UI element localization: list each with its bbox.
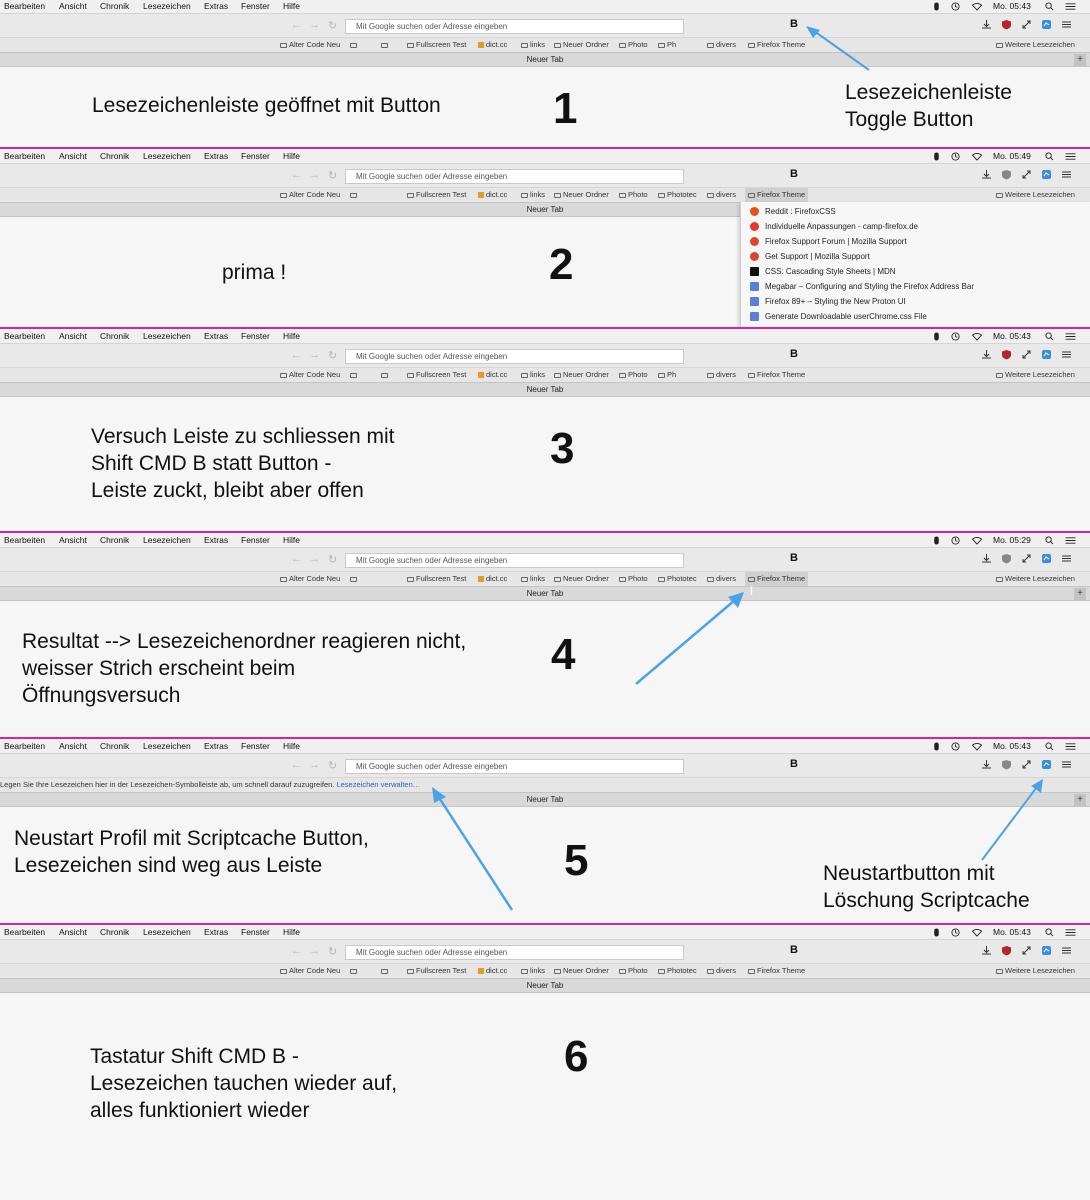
menu-icon[interactable] (1061, 759, 1072, 770)
firefox-icon (750, 237, 759, 246)
menu-bearbeiten[interactable]: Bearbeiten (4, 331, 46, 341)
bookmarks-toggle-button[interactable]: B (790, 944, 798, 956)
expand-icon[interactable] (1021, 759, 1032, 770)
bookmark-folder-other[interactable]: Weitere Lesezeichen (996, 964, 1075, 978)
nav-bar (0, 547, 1090, 571)
annotation-text: prima ! (222, 261, 287, 284)
search-icon[interactable] (1045, 928, 1054, 937)
menu-icon[interactable] (1061, 945, 1072, 956)
flame-icon (750, 222, 759, 231)
clock[interactable]: Mo. 05:43 (993, 927, 1031, 937)
firefox-icon (750, 252, 759, 261)
new-tab-button[interactable]: + (1074, 54, 1086, 66)
nav-bar (0, 163, 1090, 187)
forward-icon[interactable]: → (309, 759, 320, 771)
history-icon[interactable] (951, 742, 960, 751)
menu-ansicht[interactable]: Ansicht (59, 1, 87, 11)
forward-icon[interactable]: → (309, 169, 320, 181)
bookmark-folder[interactable]: Alter Code Neu (280, 188, 340, 202)
search-icon[interactable] (1045, 152, 1054, 161)
separator (0, 923, 1090, 925)
bookmarks-toggle-button[interactable]: B (790, 758, 798, 770)
mouse-icon[interactable] (932, 332, 941, 341)
bookmark-folder[interactable] (381, 964, 390, 978)
separator (0, 147, 1090, 149)
bookmark-folder[interactable]: Photo (619, 38, 648, 52)
restart-icon[interactable] (1041, 169, 1052, 180)
bookmark-folder[interactable]: Alter Code Neu (280, 38, 340, 52)
menu-lesezeichen[interactable]: Lesezeichen (143, 741, 191, 751)
panel-4 (0, 534, 1090, 738)
back-icon[interactable]: ← (291, 759, 302, 771)
annotation-side-text: Neustartbutton mit Löschung Scriptcache (823, 862, 1030, 912)
menu-chronik[interactable]: Chronik (100, 741, 130, 751)
reddit-icon (750, 207, 759, 216)
reload-icon[interactable]: ↻ (328, 760, 338, 772)
tab-bar (0, 586, 1090, 601)
back-icon[interactable]: ← (291, 19, 302, 31)
url-bar[interactable]: Mit Google suchen oder Adresse eingeben (345, 19, 684, 34)
step-number: 2 (549, 240, 574, 289)
menu-hilfe[interactable]: Hilfe (283, 331, 301, 341)
bookmark-folder[interactable] (350, 38, 359, 52)
bookmark-folder[interactable]: Fullscreen Test (407, 368, 466, 382)
menu-fenster[interactable]: Fenster (241, 927, 270, 937)
menu-ansicht[interactable]: Ansicht (59, 151, 87, 161)
bookmark-folder[interactable]: Ph (658, 368, 676, 382)
step-number: 5 (564, 836, 589, 885)
tab-new[interactable]: Neuer Tab (526, 981, 564, 990)
bookmark-folder-open[interactable]: Firefox Theme (745, 188, 808, 202)
menu-lesezeichen[interactable]: Lesezeichen (143, 151, 191, 161)
mouse-icon[interactable] (932, 152, 941, 161)
bookmarks-toolbar (0, 187, 1090, 202)
reload-icon[interactable]: ↻ (328, 350, 338, 362)
history-icon[interactable] (951, 152, 960, 161)
download-icon[interactable] (981, 759, 992, 770)
bookmark-folder[interactable]: divers (707, 964, 736, 978)
panel-6 (0, 926, 1090, 1200)
restart-icon[interactable] (1041, 759, 1052, 770)
list-icon[interactable] (1065, 2, 1076, 11)
menu-bearbeiten[interactable]: Bearbeiten (4, 741, 46, 751)
shield-icon[interactable] (1001, 349, 1012, 360)
bookmark-folder[interactable]: Fullscreen Test (407, 188, 466, 202)
expand-icon[interactable] (1021, 19, 1032, 30)
list-icon[interactable] (1065, 928, 1076, 937)
shield-icon[interactable] (1001, 553, 1012, 564)
bookmark-folder[interactable]: divers (707, 38, 736, 52)
download-icon[interactable] (981, 349, 992, 360)
menu-lesezeichen[interactable]: Lesezeichen (143, 535, 191, 545)
download-icon[interactable] (981, 945, 992, 956)
bookmark-folder[interactable]: Fullscreen Test (407, 38, 466, 52)
bookmark-folder-menu (740, 202, 1090, 328)
restart-icon[interactable] (1041, 349, 1052, 360)
restart-icon[interactable] (1041, 945, 1052, 956)
history-icon[interactable] (951, 928, 960, 937)
list-icon[interactable] (1065, 536, 1076, 545)
menu-hilfe[interactable]: Hilfe (283, 535, 301, 545)
menu-extras[interactable]: Extras (204, 331, 229, 341)
shield-icon[interactable] (1001, 19, 1012, 30)
menu-hilfe[interactable]: Hilfe (283, 1, 301, 11)
tab-bar (0, 978, 1090, 993)
step-number: 3 (550, 424, 575, 473)
bookmark-folder[interactable]: Photo (619, 572, 648, 586)
download-icon[interactable] (981, 169, 992, 180)
bookmark-folder[interactable] (350, 572, 359, 586)
wifi-icon[interactable] (971, 928, 983, 937)
nav-bar (0, 13, 1090, 37)
panel-1 (0, 0, 1090, 148)
bookmark-folder[interactable]: divers (707, 572, 736, 586)
history-icon[interactable] (951, 332, 960, 341)
bookmark-folder[interactable]: Ph (658, 38, 676, 52)
menu-chronik[interactable]: Chronik (100, 151, 130, 161)
new-tab-button[interactable]: + (1074, 794, 1086, 806)
menu-bar (0, 330, 1090, 343)
mouse-icon[interactable] (932, 742, 941, 751)
tab-bar (0, 52, 1090, 67)
menu-item-bookmark[interactable]: Megabar – Configuring and Styling the Firefox Address Bar (741, 279, 1089, 294)
clock[interactable]: Mo. 05:43 (993, 331, 1031, 341)
restart-icon[interactable] (1041, 553, 1052, 564)
menu-fenster[interactable]: Fenster (241, 151, 270, 161)
bookmark-item[interactable]: dict.cc (478, 38, 507, 52)
bookmark-folder-other[interactable]: Weitere Lesezeichen (996, 572, 1075, 586)
step-number: 4 (551, 630, 576, 679)
menu-bearbeiten[interactable]: Bearbeiten (4, 927, 46, 937)
menu-bar (0, 926, 1090, 939)
menu-extras[interactable]: Extras (204, 1, 229, 11)
menu-icon[interactable] (1061, 349, 1072, 360)
history-icon[interactable] (951, 536, 960, 545)
menu-hilfe[interactable]: Hilfe (283, 151, 301, 161)
bookmark-folder[interactable] (350, 188, 359, 202)
back-icon[interactable]: ← (291, 169, 302, 181)
menu-item-bookmark[interactable]: Firefox Support Forum | Mozilla Support (741, 234, 1089, 249)
download-icon[interactable] (981, 553, 992, 564)
mdn-icon (750, 267, 759, 276)
bookmark-folder[interactable]: links (521, 368, 545, 382)
bookmark-folder[interactable]: links (521, 188, 545, 202)
menu-icon[interactable] (1061, 19, 1072, 30)
tab-bar (0, 382, 1090, 397)
list-icon[interactable] (1065, 152, 1076, 161)
bookmarks-toggle-button[interactable]: B (790, 18, 798, 30)
bookmarks-toggle-button[interactable]: B (790, 552, 798, 564)
menu-chronik[interactable]: Chronik (100, 927, 130, 937)
mouse-icon[interactable] (932, 2, 941, 11)
menu-bar (0, 150, 1090, 163)
tab-bar (0, 792, 1090, 807)
bookmarks-toggle-button[interactable]: B (790, 348, 798, 360)
white-line-glitch (750, 586, 753, 596)
tab-new[interactable]: Neuer Tab (526, 795, 564, 804)
bookmark-folder-other[interactable]: Weitere Lesezeichen (996, 38, 1075, 52)
mouse-icon[interactable] (932, 536, 941, 545)
menu-lesezeichen[interactable]: Lesezeichen (143, 1, 191, 11)
menu-bar (0, 0, 1090, 13)
menu-extras[interactable]: Extras (204, 741, 229, 751)
step-number: 1 (553, 84, 578, 133)
bookmark-folder[interactable]: Fullscreen Test (407, 964, 466, 978)
bookmark-folder[interactable] (350, 368, 359, 382)
bookmarks-toolbar (0, 963, 1090, 978)
mouse-icon[interactable] (932, 928, 941, 937)
menu-icon[interactable] (1061, 169, 1072, 180)
menu-ansicht[interactable]: Ansicht (59, 927, 87, 937)
menu-bearbeiten[interactable]: Bearbeiten (4, 535, 46, 545)
separator (0, 327, 1090, 329)
menu-bearbeiten[interactable]: Bearbeiten (4, 151, 46, 161)
menu-ansicht[interactable]: Ansicht (59, 741, 87, 751)
list-icon[interactable] (1065, 332, 1076, 341)
bookmark-folder[interactable]: Phototec (658, 572, 697, 586)
wifi-icon[interactable] (971, 332, 983, 341)
page-icon (750, 282, 759, 291)
menu-extras[interactable]: Extras (204, 927, 229, 937)
menu-hilfe[interactable]: Hilfe (283, 741, 301, 751)
tab-new[interactable]: Neuer Tab (526, 205, 564, 214)
url-bar[interactable]: Mit Google suchen oder Adresse eingeben (345, 759, 684, 774)
restart-icon[interactable] (1041, 19, 1052, 30)
expand-icon[interactable] (1021, 169, 1032, 180)
bookmarks-toolbar (0, 367, 1090, 382)
bookmark-folder[interactable]: Photo (619, 368, 648, 382)
new-tab-button[interactable]: + (1074, 588, 1086, 600)
bookmark-folder[interactable]: divers (707, 368, 736, 382)
menu-bar (0, 740, 1090, 753)
page-icon (750, 297, 759, 306)
bookmark-folder[interactable]: Neuer Ordner (554, 38, 609, 52)
menu-bearbeiten[interactable]: Bearbeiten (4, 1, 46, 11)
annotation-side-text: Lesezeichenleiste Toggle Button (845, 81, 1012, 131)
menu-extras[interactable]: Extras (204, 535, 229, 545)
clock[interactable]: Mo. 05:29 (993, 535, 1031, 545)
separator (0, 737, 1090, 739)
bookmark-item[interactable]: dict.cc (478, 188, 507, 202)
url-bar[interactable]: Mit Google suchen oder Adresse eingeben (345, 349, 684, 364)
reload-icon[interactable]: ↻ (328, 946, 338, 958)
annotation-text: Resultat --> Lesezeichenordner reagieren nicht, weisser Strich erscheint beim Öffnungsversuch (22, 630, 467, 707)
menu-item-bookmark[interactable]: Generate Downloadable userChrome.css File (741, 309, 1089, 324)
menu-lesezeichen[interactable]: Lesezeichen (143, 331, 191, 341)
expand-icon[interactable] (1021, 349, 1032, 360)
bookmark-folder[interactable]: Alter Code Neu (280, 368, 340, 382)
forward-icon[interactable]: → (309, 19, 320, 31)
bookmark-folder[interactable]: Firefox Theme (748, 964, 805, 978)
expand-icon[interactable] (1021, 553, 1032, 564)
menu-chronik[interactable]: Chronik (100, 1, 130, 11)
menu-ansicht[interactable]: Ansicht (59, 331, 87, 341)
menu-ansicht[interactable]: Ansicht (59, 535, 87, 545)
wifi-icon[interactable] (971, 2, 983, 11)
search-icon[interactable] (1045, 2, 1054, 11)
nav-bar (0, 343, 1090, 367)
wifi-icon[interactable] (971, 742, 983, 751)
menu-item-bookmark[interactable]: CSS: Cascading Style Sheets | MDN (741, 264, 1089, 279)
reload-icon[interactable]: ↻ (328, 20, 338, 32)
search-icon[interactable] (1045, 536, 1054, 545)
panel-2 (0, 150, 1090, 328)
menu-fenster[interactable]: Fenster (241, 1, 270, 11)
bookmark-folder[interactable]: Alter Code Neu (280, 572, 340, 586)
menu-bar (0, 534, 1090, 547)
download-icon[interactable] (981, 19, 992, 30)
shield-icon[interactable] (1001, 759, 1012, 770)
bookmark-folder[interactable]: links (521, 572, 545, 586)
bookmark-folder[interactable]: Neuer Ordner (554, 572, 609, 586)
menu-lesezeichen[interactable]: Lesezeichen (143, 927, 191, 937)
bookmark-folder[interactable]: Alter Code Neu (280, 964, 340, 978)
bookmarks-toggle-button[interactable]: B (790, 168, 798, 180)
clock[interactable]: Mo. 05:43 (993, 741, 1031, 751)
panel-5 (0, 740, 1090, 924)
bookmark-item[interactable]: dict.cc (478, 964, 507, 978)
search-icon[interactable] (1045, 742, 1054, 751)
menu-item-bookmark[interactable]: Individuelle Anpassungen - camp-firefox.de (741, 219, 1089, 234)
tab-new[interactable]: Neuer Tab (526, 589, 564, 598)
reload-icon[interactable]: ↻ (328, 170, 338, 182)
bookmark-folder[interactable]: Phototec (658, 188, 697, 202)
bookmark-folder[interactable]: Neuer Ordner (554, 964, 609, 978)
bookmarks-toolbar (0, 571, 1090, 586)
panel-3 (0, 330, 1090, 532)
annotation-text: Tastatur Shift CMD B - Lesezeichen tauchen wieder auf, alles funktioniert wieder (90, 1045, 398, 1122)
bookmark-folder[interactable] (381, 38, 390, 52)
bookmarks-toolbar-empty (0, 777, 1090, 792)
forward-icon[interactable]: → (309, 553, 320, 565)
page-icon (750, 312, 759, 321)
bookmark-folder[interactable]: Neuer Ordner (554, 188, 609, 202)
bookmark-folder[interactable]: Fullscreen Test (407, 572, 466, 586)
empty-bookmarks-hint: Legen Sie Ihre Lesezeichen hier in der Lesezeichen-Symbolleiste ab, um schnell darauf zuzugreifen. Lesezeichen verwalten… (0, 780, 421, 789)
bookmark-folder[interactable]: Photo (619, 964, 648, 978)
bookmark-folder[interactable]: Firefox Theme (748, 38, 805, 52)
bookmark-item[interactable]: dict.cc (478, 572, 507, 586)
bookmark-folder[interactable]: links (521, 964, 545, 978)
history-icon[interactable] (951, 2, 960, 11)
clock[interactable]: Mo. 05:49 (993, 151, 1031, 161)
wifi-icon[interactable] (971, 536, 983, 545)
shield-icon[interactable] (1001, 169, 1012, 180)
forward-icon[interactable]: → (309, 349, 320, 361)
forward-icon[interactable]: → (309, 945, 320, 957)
bookmark-item[interactable]: dict.cc (478, 368, 507, 382)
tab-new[interactable]: Neuer Tab (526, 385, 564, 394)
menu-fenster[interactable]: Fenster (241, 331, 270, 341)
annotation-text: Neustart Profil mit Scriptcache Button, Lesezeichen sind weg aus Leiste (14, 827, 369, 877)
menu-icon[interactable] (1061, 553, 1072, 564)
bookmark-folder[interactable]: Photo (619, 188, 648, 202)
menu-chronik[interactable]: Chronik (100, 331, 130, 341)
back-icon[interactable]: ← (291, 945, 302, 957)
url-bar[interactable]: Mit Google suchen oder Adresse eingeben (345, 553, 684, 568)
wifi-icon[interactable] (971, 152, 983, 161)
bookmark-folder-other[interactable]: Weitere Lesezeichen (996, 368, 1075, 382)
back-icon[interactable]: ← (291, 553, 302, 565)
bookmark-folder[interactable]: Neuer Ordner (554, 368, 609, 382)
menu-fenster[interactable]: Fenster (241, 535, 270, 545)
clock[interactable]: Mo. 05:43 (993, 1, 1031, 11)
nav-bar (0, 753, 1090, 777)
expand-icon[interactable] (1021, 945, 1032, 956)
manage-bookmarks-link[interactable]: Lesezeichen verwalten… (336, 780, 421, 789)
menu-item-bookmark[interactable]: Firefox 89+ – Styling the New Proton UI (741, 294, 1089, 309)
shield-icon[interactable] (1001, 945, 1012, 956)
menu-hilfe[interactable]: Hilfe (283, 927, 301, 937)
bookmark-folder[interactable]: divers (707, 188, 736, 202)
bookmark-folder-highlighted[interactable]: Firefox Theme (745, 572, 808, 586)
bookmarks-toolbar (0, 37, 1090, 52)
menu-extras[interactable]: Extras (204, 151, 229, 161)
tab-new[interactable]: Neuer Tab (526, 55, 564, 64)
bookmark-folder[interactable]: Firefox Theme (748, 368, 805, 382)
search-icon[interactable] (1045, 332, 1054, 341)
url-bar[interactable]: Mit Google suchen oder Adresse eingeben (345, 169, 684, 184)
menu-chronik[interactable]: Chronik (100, 535, 130, 545)
annotation-text: Lesezeichenleiste geöffnet mit Button (92, 94, 441, 117)
bookmark-folder[interactable] (381, 368, 390, 382)
list-icon[interactable] (1065, 742, 1076, 751)
menu-fenster[interactable]: Fenster (241, 741, 270, 751)
annotation-text: Versuch Leiste zu schliessen mit Shift CMD B statt Button - Leiste zuckt, bleibt aber offen (91, 425, 395, 502)
menu-item-bookmark[interactable]: Reddit : FirefoxCSS (741, 204, 1089, 219)
bookmark-folder[interactable] (350, 964, 359, 978)
url-bar[interactable]: Mit Google suchen oder Adresse eingeben (345, 945, 684, 960)
bookmark-folder-other[interactable]: Weitere Lesezeichen (996, 188, 1075, 202)
separator (0, 531, 1090, 533)
step-number: 6 (564, 1032, 589, 1081)
back-icon[interactable]: ← (291, 349, 302, 361)
bookmark-folder[interactable]: Phototec (658, 964, 697, 978)
reload-icon[interactable]: ↻ (328, 554, 338, 566)
bookmark-folder[interactable]: links (521, 38, 545, 52)
menu-item-bookmark[interactable]: Get Support | Mozilla Support (741, 249, 1089, 264)
nav-bar (0, 939, 1090, 963)
